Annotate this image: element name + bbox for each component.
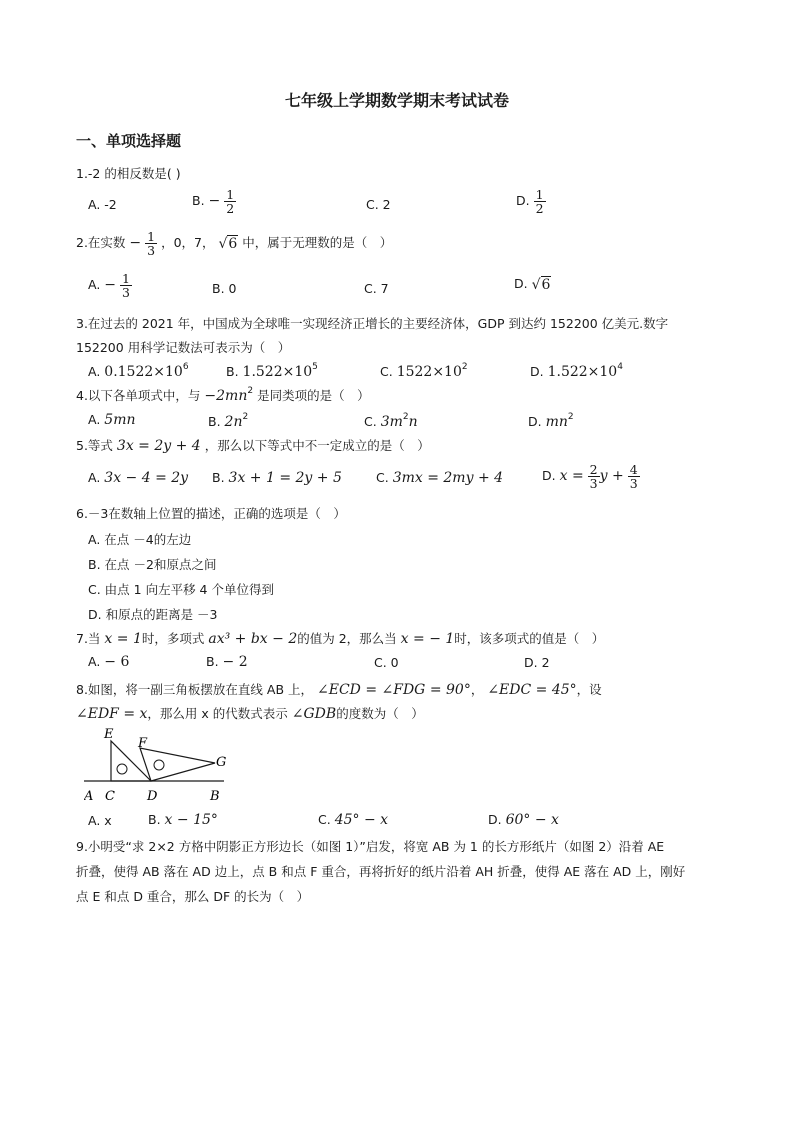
q2-a-label: A.	[88, 277, 101, 292]
q5-d-fraction-1	[588, 463, 600, 490]
q8-line2-mid: ，那么用 x 的代数式表示	[147, 706, 288, 721]
q4-stem-exponent: 2	[247, 386, 254, 396]
q9-line-3: 点 E 和点 D 重合，那么 DF 的长为（ ）	[76, 889, 310, 904]
q3-option-a	[88, 362, 189, 380]
triangle-ecd-hole	[117, 764, 127, 774]
q3-b-label: B.	[226, 364, 239, 379]
q7-option-d: D. 2	[524, 655, 550, 670]
q1-stem: 1.-2 的相反数是( )	[76, 166, 181, 181]
q8-line2-math-1: ∠EDF = x	[76, 706, 148, 722]
section-heading: 一、单项选择题	[76, 132, 182, 150]
q4-stem	[76, 386, 370, 404]
q2-a-sign: −	[104, 277, 117, 293]
q8-line1-pre: 8.如图，将一副三角板摆放在直线 AB 上，	[76, 682, 314, 697]
q8-option-a: A. x	[88, 813, 112, 828]
q8-line1-math-1: ∠ECD = ∠FDG = 90°	[317, 682, 471, 698]
q4-option-d	[528, 412, 574, 430]
q1-option-d	[516, 188, 546, 215]
q4-c-math-tail: n	[408, 414, 418, 430]
q6-stem: 6.－3在数轴上位置的描述，正确的选项是（ ）	[76, 506, 346, 521]
denominator: 2	[226, 201, 235, 216]
q5-stem-math: 3x = 2y + 4	[116, 438, 201, 454]
q5-d-label: D.	[542, 468, 556, 483]
radicand: 6	[228, 235, 238, 252]
q4-b-math: 2n	[224, 414, 243, 430]
q7-stem-post: 时，该多项式的值是（ ）	[454, 631, 605, 646]
q4-option-c	[364, 412, 418, 430]
triangle-fdg-hole	[154, 760, 164, 770]
q5-d-mid: y +	[599, 468, 624, 484]
q2-option-d	[514, 276, 551, 293]
q8-d-label: D.	[488, 812, 502, 827]
denominator: 3	[147, 243, 156, 258]
q3-d-label: D.	[530, 364, 544, 379]
q3-a-label: A.	[88, 364, 101, 379]
q2-stem-mid: ，0，7，	[161, 235, 215, 250]
q1-option-a: A. -2	[88, 197, 117, 212]
q5-stem-pre: 5.等式	[76, 438, 113, 453]
q2-d-label: D.	[514, 276, 528, 291]
q7-option-c: C. 0	[374, 655, 399, 670]
triangle-diagram	[84, 724, 234, 804]
q2-option-a	[88, 272, 132, 299]
q9-line-2: 折叠，使得 AB 落在 AD 边上，点 B 和点 F 重合，再将折好的纸片沿着 AH 折叠，使得 AE 落在 AD 上，刚好	[76, 864, 686, 879]
denominator: 2	[535, 201, 544, 216]
q3-b-math: 1.522×10	[242, 364, 313, 380]
q5-c-label: C.	[376, 470, 389, 485]
q5-d-fraction-2	[628, 463, 640, 490]
q8-b-label: B.	[148, 812, 161, 827]
numerator: 1	[147, 229, 156, 244]
q7-stem-pre: 7.当	[76, 631, 101, 646]
q6-option-c: C. 由点 1 向左平移 4 个单位得到	[88, 582, 274, 597]
label-d: D	[147, 789, 158, 804]
q3-c-label: C.	[380, 364, 393, 379]
q3-option-c	[380, 362, 468, 380]
q5-a-math: 3x − 4 = 2y	[104, 470, 189, 486]
q4-stem-math: −2mn	[204, 388, 248, 404]
q5-stem-post: ，那么以下等式中不一定成立的是（ ）	[204, 438, 430, 453]
q8-line-2	[76, 704, 424, 722]
q7-stem-math-1: x = 1	[104, 631, 142, 647]
q6-option-b: B. 在点 －2和原点之间	[88, 557, 217, 572]
q5-option-c	[376, 470, 503, 486]
q5-c-math: 3mx = 2my + 4	[392, 470, 504, 486]
q8-line2-math-2: ∠GDB	[291, 706, 337, 722]
label-b: B	[210, 789, 220, 804]
q8-option-d	[488, 812, 559, 828]
q8-c-math: 45° − x	[334, 812, 389, 828]
q7-stem-mid-2: 的值为 2，那么当	[297, 631, 397, 646]
q2-sqrt: √6	[218, 235, 238, 252]
q7-a-math: − 6	[104, 654, 130, 670]
q7-stem-mid-1: 时，多项式	[141, 631, 205, 646]
q4-c-exponent: 2	[402, 412, 409, 422]
q8-line1-post: ，设	[576, 682, 602, 697]
numerator: 1	[226, 187, 235, 202]
label-c: C	[105, 789, 115, 804]
q2-fraction	[145, 230, 157, 257]
label-e: E	[104, 727, 114, 742]
q5-b-label: B.	[212, 470, 225, 485]
q2-neg-sign: −	[129, 235, 142, 251]
q7-b-label: B.	[206, 654, 219, 669]
q3-a-exponent: 6	[182, 362, 189, 372]
label-g: G	[216, 755, 227, 770]
q7-stem	[76, 629, 604, 647]
q4-b-exponent: 2	[242, 412, 249, 422]
q1-d-label: D.	[516, 193, 530, 208]
q3-option-d	[530, 362, 623, 380]
q4-c-math: 3m	[380, 414, 403, 430]
label-a: A	[84, 789, 94, 804]
q3-b-exponent: 5	[312, 362, 318, 372]
q5-option-a	[88, 470, 188, 486]
q2-a-fraction	[120, 272, 132, 299]
q8-line-1: 8.如图，将一副三角板摆放在直线 AB 上， ∠ECD = ∠FDG = 90°， ∠EDC = 45°，设	[76, 682, 602, 698]
q8-b-math: x − 15°	[164, 812, 218, 828]
q5-stem	[76, 436, 430, 454]
q8-option-c	[318, 812, 388, 828]
numerator: 2	[589, 462, 598, 477]
q2-stem-post: 中，属于无理数的是（ ）	[242, 235, 393, 250]
q3-c-exponent: 2	[461, 362, 468, 372]
q7-option-a	[88, 654, 129, 670]
q9-line-1: 9.小明受“求 2×2 方格中阴影正方形边长（如图 1）”启发，将宽 AB 为 1 的长方形纸片（如图 2）沿着 AE	[76, 839, 665, 854]
q2-stem-pre: 2.在实数	[76, 235, 126, 250]
q8-d-math: 60° − x	[505, 812, 559, 828]
q4-option-a	[88, 412, 136, 428]
q4-d-label: D.	[528, 414, 542, 429]
q8-line2-post: 的度数为（ ）	[336, 706, 424, 721]
numerator: 4	[629, 462, 638, 477]
q5-option-b	[212, 470, 342, 486]
q3-line-2: 152200 用科学记数法可表示为（ ）	[76, 340, 291, 355]
q1-d-fraction	[534, 188, 546, 215]
q8-c-label: C.	[318, 812, 331, 827]
triangle-fdg	[140, 748, 215, 781]
q5-d-pre: x =	[559, 468, 584, 484]
q7-a-label: A.	[88, 654, 101, 669]
q2-option-b: B. 0	[212, 281, 237, 296]
q1-b-label: B.	[192, 193, 205, 208]
denominator: 3	[589, 476, 598, 491]
q4-option-b	[208, 412, 248, 430]
q2-option-c: C. 7	[364, 281, 389, 296]
q3-c-math: 1522×10	[396, 364, 462, 380]
label-f: F	[138, 736, 148, 751]
q2-d-sqrt: √6	[531, 276, 551, 293]
q4-stem-post: 是同类项的是（ ）	[257, 388, 370, 403]
q1-b-fraction	[224, 188, 236, 215]
q7-stem-math-2: ax³ + bx − 2	[208, 631, 298, 647]
q3-line-1: 3.在过去的 2021 年，中国成为全球唯一实现经济正增长的主要经济体，GDP 到达约 152200 亿美元.数字	[76, 316, 669, 331]
q4-b-label: B.	[208, 414, 221, 429]
denominator: 3	[629, 476, 638, 491]
page-title: 七年级上学期数学期末考试试卷	[284, 91, 509, 110]
q6-option-a: A. 在点 －4的左边	[88, 532, 192, 547]
q4-stem-pre: 4.以下各单项式中，与	[76, 388, 201, 403]
q4-d-exponent: 2	[567, 412, 574, 422]
q5-a-label: A.	[88, 470, 101, 485]
q8-option-b	[148, 812, 218, 828]
q3-d-math: 1.522×10	[547, 364, 618, 380]
q4-a-math: 5mn	[104, 412, 136, 428]
radicand: 6	[541, 276, 551, 293]
q4-d-math: mn	[545, 414, 568, 430]
numerator: 1	[122, 271, 130, 286]
denominator: 3	[122, 285, 130, 300]
q5-b-math: 3x + 1 = 2y + 5	[228, 470, 342, 486]
q3-d-exponent: 4	[617, 362, 623, 372]
q7-b-math: − 2	[222, 654, 248, 670]
q4-c-label: C.	[364, 414, 377, 429]
q4-a-label: A.	[88, 412, 101, 427]
q7-stem-math-3: x = − 1	[400, 631, 455, 647]
q1-b-sign: −	[208, 193, 221, 209]
q1-option-c: C. 2	[366, 197, 391, 212]
q2-stem	[76, 230, 392, 257]
q3-option-b	[226, 362, 318, 380]
numerator: 1	[535, 187, 544, 202]
q7-option-b	[206, 654, 248, 670]
q8-line1-math-2: ∠EDC = 45°	[487, 682, 577, 698]
q1-option-b	[192, 188, 236, 215]
q6-option-d: D. 和原点的距离是 －3	[88, 607, 218, 622]
q3-a-math: 0.1522×10	[104, 364, 183, 380]
q5-option-d	[542, 463, 640, 490]
